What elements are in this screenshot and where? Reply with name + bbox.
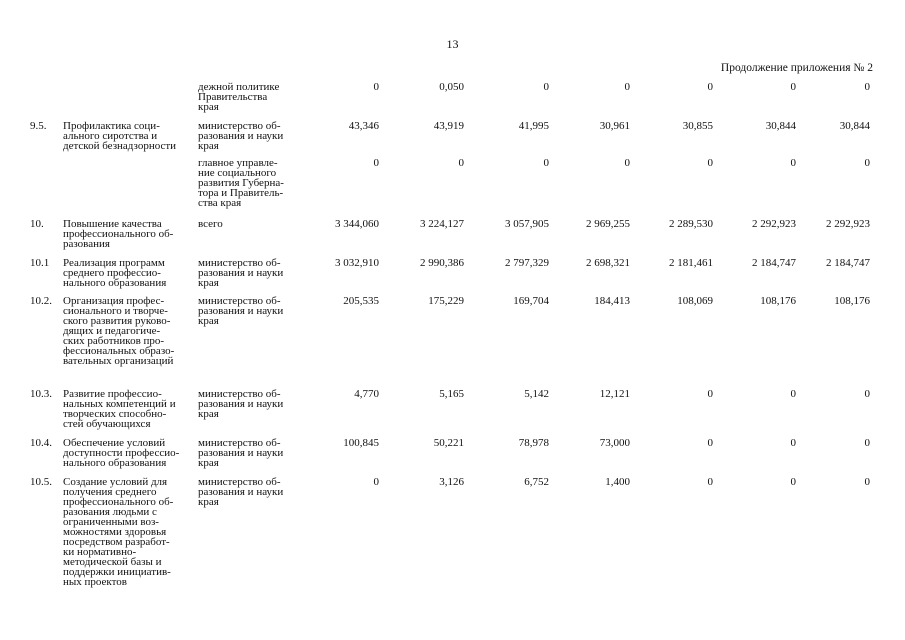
row-value: 30,844 [839,120,870,132]
row-executor: всего [198,218,223,230]
row-executor: министерство об- разования и науки края [198,437,284,469]
row-value: 0 [543,81,549,93]
row-value: 0 [373,81,379,93]
row-value: 0 [373,157,379,169]
row-value: 2 990,386 [420,257,464,269]
row-value: 30,961 [599,120,630,132]
row-value: 169,704 [513,295,549,307]
row-value: 3 032,910 [335,257,379,269]
row-value: 205,535 [343,295,379,307]
row-value: 73,000 [599,437,630,449]
row-value: 5,142 [524,388,549,400]
row-value: 0 [624,157,630,169]
row-value: 2 289,530 [669,218,713,230]
row-value: 0 [624,81,630,93]
row-value: 3 057,905 [505,218,549,230]
row-number: 10.5. [30,476,52,488]
row-executor: министерство об- разования и науки края [198,388,284,420]
row-value: 3 344,060 [335,218,379,230]
row-value: 5,165 [439,388,464,400]
row-value: 2 292,923 [826,218,870,230]
row-value: 2 969,255 [586,218,630,230]
row-executor: министерство об- разования и науки края [198,120,284,152]
row-value: 43,346 [348,120,379,132]
row-value: 100,845 [343,437,379,449]
row-value: 0 [543,157,549,169]
row-value: 30,844 [765,120,796,132]
row-value: 43,919 [433,120,464,132]
row-value: 2 184,747 [826,257,870,269]
row-executor: дежной политике Правительства края [198,81,280,113]
row-value: 0 [790,81,796,93]
row-executor: министерство об- разования и науки края [198,257,284,289]
row-value: 0 [707,437,713,449]
row-number: 10.3. [30,388,52,400]
row-value: 3 224,127 [420,218,464,230]
row-value: 108,069 [677,295,713,307]
row-name: Профилактика соци- ального сиротства и детской безнадзорности [63,120,177,152]
row-number: 10.2. [30,295,52,307]
row-name: Реализация программ среднего профессио- нального образования [63,257,167,289]
row-value: 4,770 [354,388,379,400]
row-value: 0 [790,476,796,488]
page-number: 13 [446,37,459,51]
row-value: 78,978 [518,437,549,449]
row-value: 0 [790,437,796,449]
row-value: 41,995 [518,120,549,132]
row-number: 10.1 [30,257,50,269]
row-value: 0 [790,157,796,169]
row-value: 0 [790,388,796,400]
row-value: 175,229 [428,295,464,307]
row-value: 12,121 [599,388,630,400]
row-value: 184,413 [594,295,630,307]
row-value: 0 [707,157,713,169]
row-value: 0 [707,81,713,93]
row-value: 50,221 [433,437,464,449]
row-value: 3,126 [439,476,464,488]
row-value: 0 [707,476,713,488]
row-name: Обеспечение условий доступности профессио- нального образования [63,437,180,469]
row-number: 9.5. [30,120,47,132]
row-name: Развитие профессио- нальных компетенций и творческих способно- стей обучающихся [63,388,176,430]
row-name: Создание условий для получения среднего профессионального об- разования людьми с ограниченными воз- можностями здоровья посредством разработ- ки нормативно- методической базы и поддержки инициатив- ных проектов [63,476,174,588]
row-value: 108,176 [760,295,796,307]
row-executor: министерство об- разования и науки края [198,476,284,508]
row-value: 2 698,321 [586,257,630,269]
row-value: 2 797,329 [505,257,549,269]
row-value: 2 184,747 [752,257,796,269]
row-value: 0 [864,476,870,488]
row-value: 0 [864,388,870,400]
row-value: 1,400 [605,476,630,488]
row-value: 0 [458,157,464,169]
row-value: 0 [373,476,379,488]
row-value: 2 292,923 [752,218,796,230]
row-value: 2 181,461 [669,257,713,269]
row-value: 0,050 [439,81,464,93]
row-executor: министерство об- разования и науки края [198,295,284,327]
row-number: 10. [30,218,44,230]
row-name: Организация профес- сионального и творче- ского развития руково- дящих и педагогиче- ских работников про- фессиональных образо- вательных организаций [63,295,175,367]
row-value: 6,752 [524,476,549,488]
row-value: 30,855 [682,120,713,132]
row-value: 0 [707,388,713,400]
row-value: 0 [864,81,870,93]
row-value: 108,176 [834,295,870,307]
row-number: 10.4. [30,437,52,449]
row-executor: главное управле- ние социального развития Губерна- тора и Правитель- ства края [198,157,284,209]
continuation-label: Продолжение приложения № 2 [720,62,873,74]
row-value: 0 [864,437,870,449]
row-value: 0 [864,157,870,169]
row-name: Повышение качества профессионального об- разования [63,218,174,250]
